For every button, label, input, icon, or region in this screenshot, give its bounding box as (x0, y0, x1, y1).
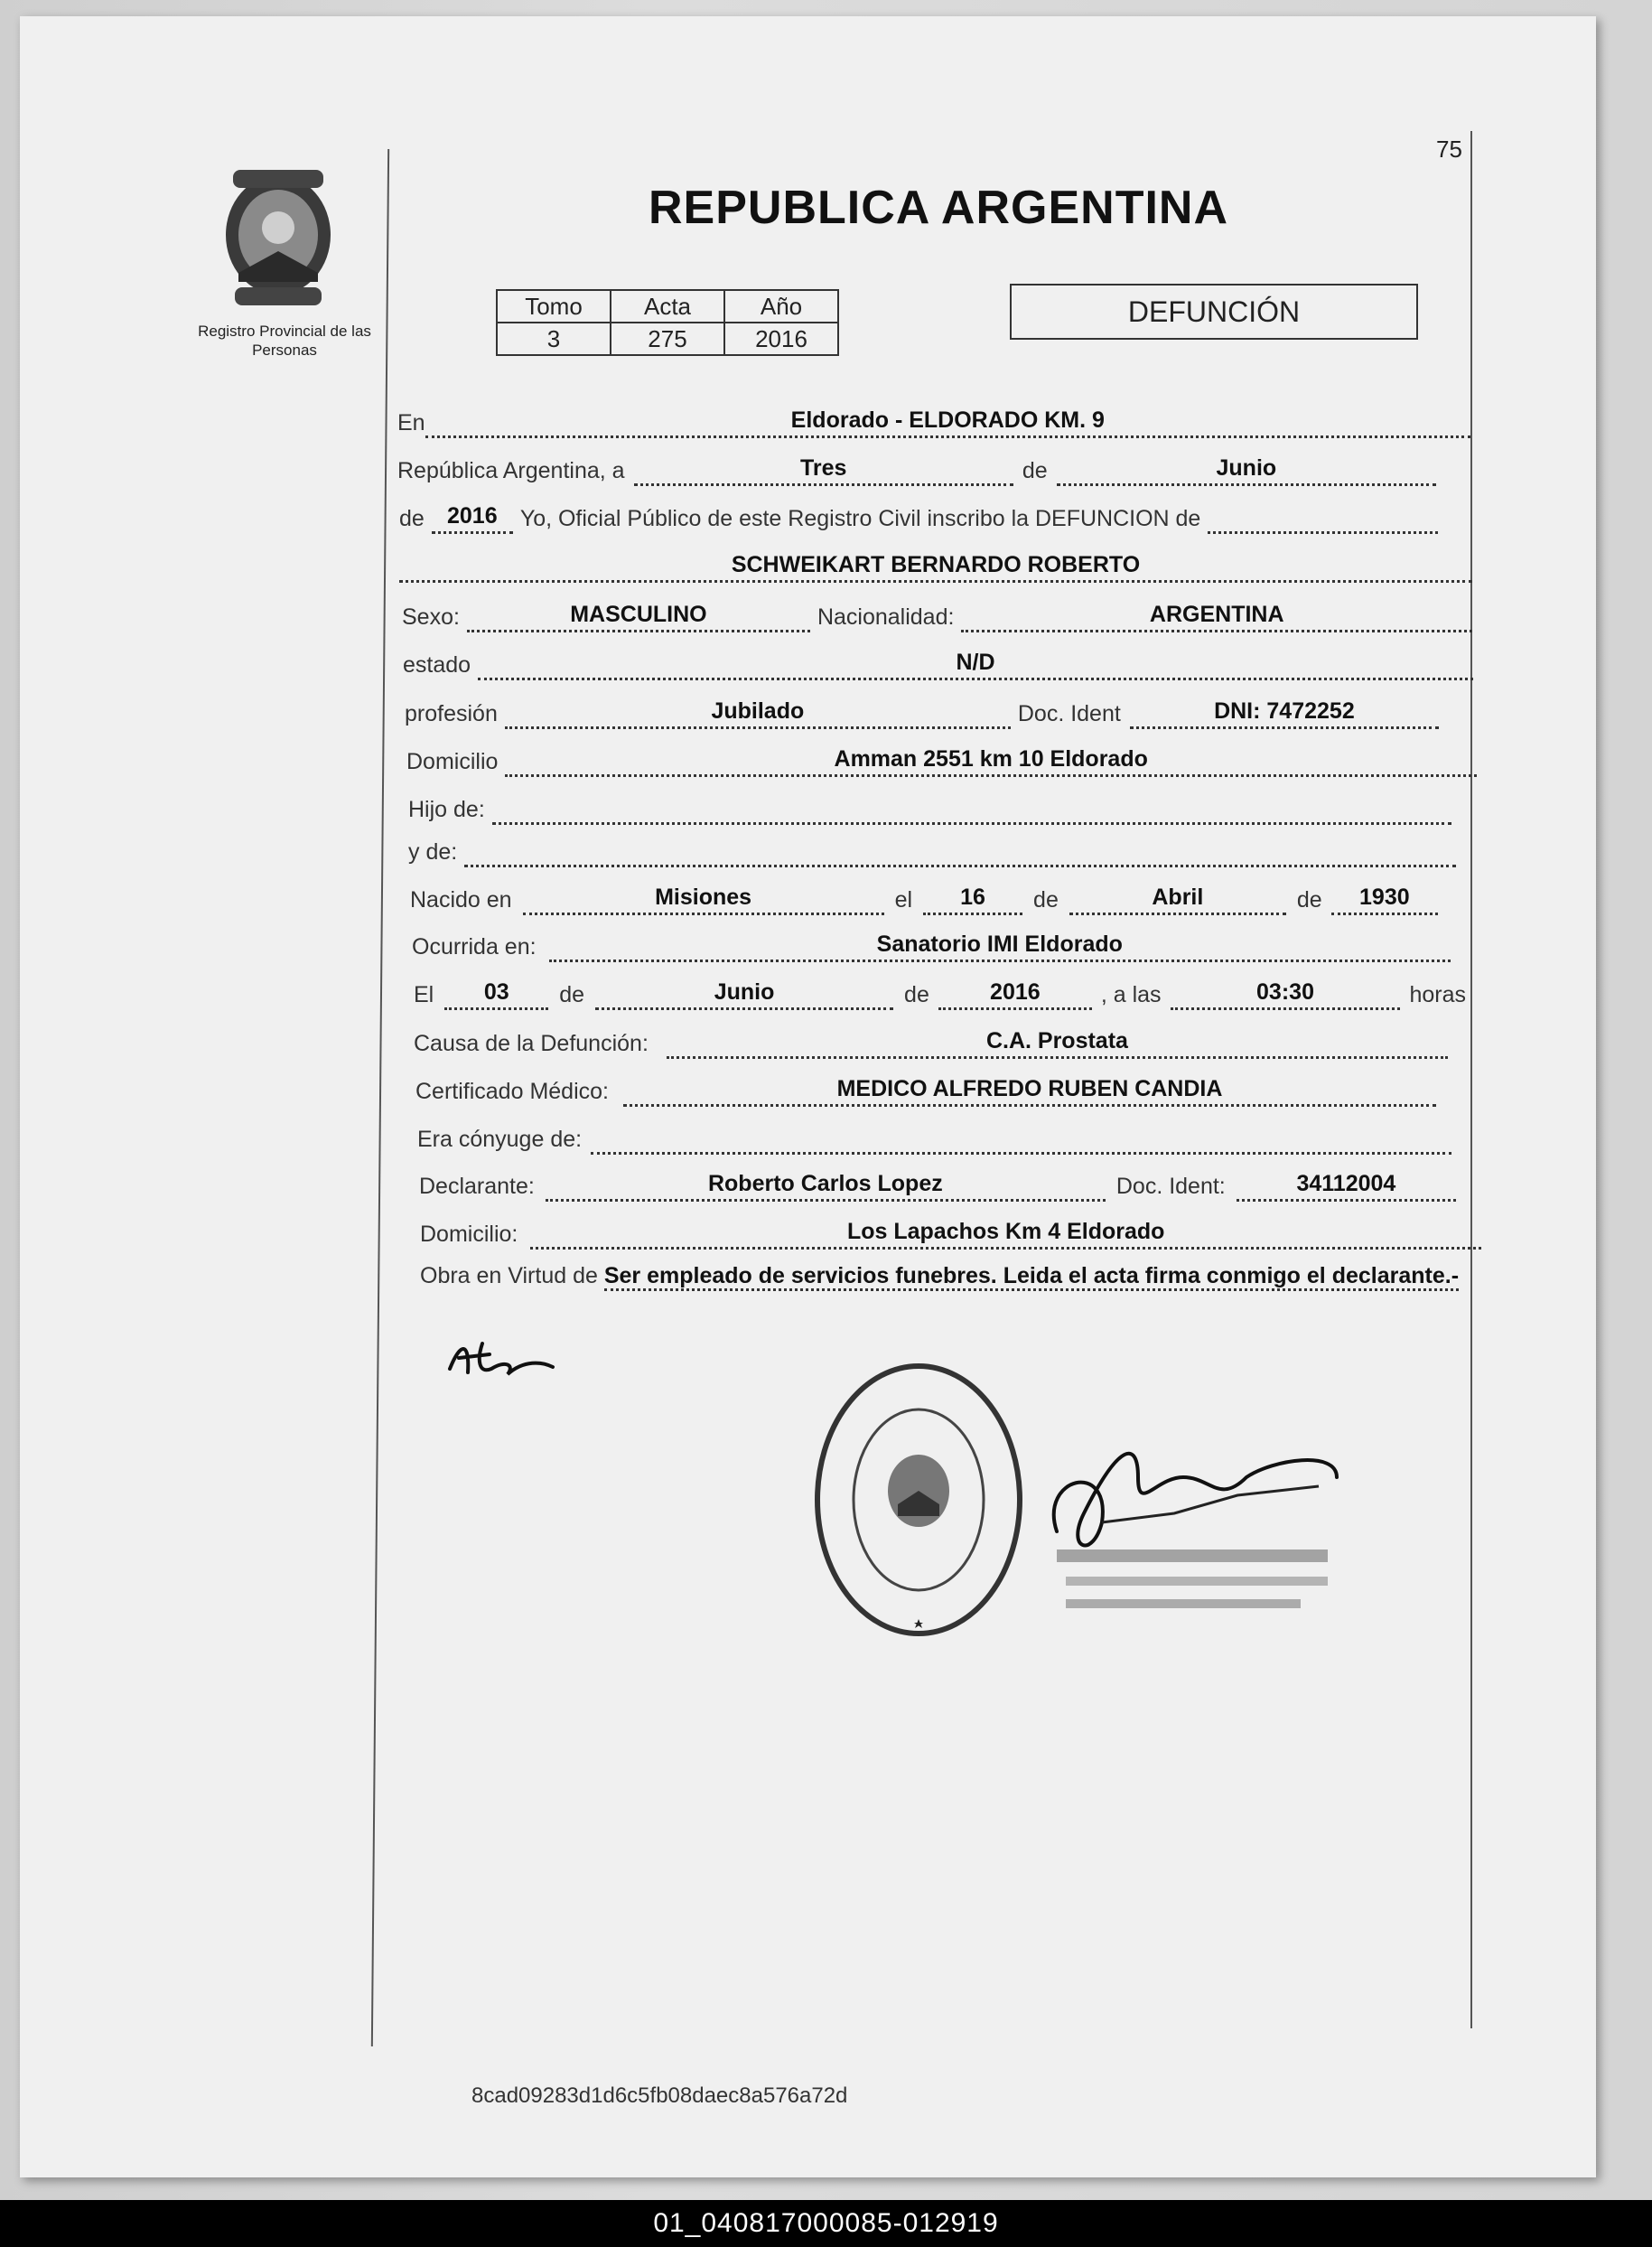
row-sexo (402, 601, 1472, 632)
row-declarante (419, 1170, 1456, 1202)
de3-label: de (1033, 887, 1059, 913)
domicilio-value: Amman 2551 km 10 Eldorado (505, 745, 1477, 777)
deceased-name: SCHWEIKART BERNARDO ROBERTO (399, 551, 1472, 583)
en-value: Eldorado - ELDORADO KM. 9 (425, 407, 1470, 438)
hijo-value-line (492, 793, 1451, 825)
profesion-label: profesión (405, 701, 498, 726)
y-de-value-line (464, 836, 1456, 867)
record-type-box: DEFUNCIÓN (1010, 284, 1418, 340)
de6-label: de (904, 982, 929, 1007)
doc2-label: Doc. Ident: (1115, 1174, 1226, 1199)
row-nacido (410, 884, 1438, 915)
ocurrida-label: Ocurrida en: (412, 934, 537, 960)
row-ocurrida (412, 931, 1451, 962)
nacido-value: Misiones (523, 884, 884, 915)
de-label: de (1022, 458, 1048, 483)
y-de-label: y de: (408, 839, 458, 865)
anio-value: 2016 (724, 323, 838, 355)
row-domicilio (406, 745, 1477, 777)
domicilio2-label: Domicilio: (420, 1222, 518, 1247)
row-hijo (408, 793, 1451, 825)
declarant-signature-icon (443, 1333, 560, 1387)
def-anio-value: 2016 (938, 978, 1092, 1010)
register-table (496, 289, 839, 356)
certificado-label: Certificado Médico: (415, 1079, 609, 1104)
sexo-value: MASCULINO (467, 601, 810, 632)
row-en (397, 407, 1470, 438)
estado-label: estado (403, 652, 471, 678)
misiones-emblem-icon (215, 164, 341, 309)
row-domicilio-declarante (420, 1218, 1481, 1250)
row-causa (414, 1027, 1448, 1059)
certificado-value: MEDICO ALFREDO RUBEN CANDIA (623, 1075, 1436, 1107)
conyuge-label: Era cónyuge de: (417, 1127, 583, 1152)
causa-label: Causa de la Defunción: (414, 1031, 649, 1056)
def-dia-value: 03 (444, 978, 548, 1010)
declarante-value: Roberto Carlos Lopez (546, 1170, 1106, 1202)
registry-stamp-icon (806, 1355, 1031, 1644)
registry-label: Registro Provincial de las Personas (198, 323, 371, 359)
obra-value: Ser empleado de servicios funebres. Leida el acta firma conmigo el declarante.- (604, 1263, 1459, 1291)
nac-dia-value: 16 (923, 884, 1022, 915)
row-profesion (405, 698, 1439, 729)
inscribo-trailing-line (1208, 502, 1438, 534)
anio-value: 2016 (432, 502, 513, 534)
def-mes-value: Junio (595, 978, 893, 1010)
nac-anio-value: 1930 (1331, 884, 1438, 915)
nacido-label: Nacido en (410, 887, 512, 913)
alas-label: , a las (1100, 982, 1162, 1007)
el2-label: El (414, 982, 434, 1007)
doc2-value: 34112004 (1237, 1170, 1456, 1202)
nacionalidad-value: ARGENTINA (961, 601, 1472, 632)
obra-block (420, 1256, 1486, 1296)
tomo-header: Tomo (497, 290, 611, 323)
ocurrida-value: Sanatorio IMI Eldorado (549, 931, 1451, 962)
row-nombre (399, 551, 1472, 583)
document-hash: 8cad09283d1d6c5fb08daec8a576a72d (471, 2083, 848, 2108)
en-label: En (397, 410, 425, 435)
obra-label: Obra en Virtud de (420, 1263, 598, 1288)
declarante-label: Declarante: (419, 1174, 535, 1199)
row-conyuge (417, 1123, 1451, 1155)
estado-value: N/D (478, 649, 1473, 680)
horas-label: horas (1409, 982, 1466, 1007)
causa-value: C.A. Prostata (667, 1027, 1448, 1059)
el-label: el (894, 887, 913, 913)
anio-header: Año (724, 290, 838, 323)
document-title: REPUBLICA ARGENTINA (649, 182, 1229, 234)
dia-value: Tres (634, 454, 1013, 486)
profesion-value: Jubilado (505, 698, 1011, 729)
conyuge-value-line (591, 1123, 1451, 1155)
domicilio-label: Domicilio (406, 749, 499, 774)
de2-label: de (399, 506, 425, 531)
tomo-value: 3 (497, 323, 611, 355)
register-table-header-row (497, 290, 838, 323)
row-estado (403, 649, 1473, 680)
hora-value: 03:30 (1171, 978, 1401, 1010)
nacionalidad-label: Nacionalidad: (817, 604, 955, 630)
domicilio2-value: Los Lapachos Km 4 Eldorado (530, 1218, 1481, 1250)
doc-label: Doc. Ident (1017, 701, 1121, 726)
de5-label: de (559, 982, 585, 1007)
row-fecha-defuncion (414, 978, 1466, 1010)
mes-value: Junio (1057, 454, 1436, 486)
page-number: 75 (1436, 136, 1462, 163)
de4-label: de (1296, 887, 1322, 913)
row-certificado (415, 1075, 1436, 1107)
official-signature-icon (1039, 1423, 1364, 1631)
right-margin-line (1470, 131, 1472, 2028)
republica-label: República Argentina, a (397, 458, 625, 483)
row-fecha (397, 454, 1436, 486)
hijo-label: Hijo de: (408, 797, 485, 822)
register-table-value-row (497, 323, 838, 355)
footer-id-bar: 01_040817000085-012919 (0, 2200, 1652, 2247)
sexo-label: Sexo: (402, 604, 460, 630)
row-inscripcion (399, 502, 1438, 534)
inscribo-text: Yo, Oficial Público de este Registro Civil inscribo la DEFUNCION de (519, 506, 1201, 531)
acta-value: 275 (611, 323, 724, 355)
row-y-de (408, 836, 1456, 867)
doc-value: DNI: 7472252 (1130, 698, 1439, 729)
nac-mes-value: Abril (1069, 884, 1286, 915)
acta-header: Acta (611, 290, 724, 323)
